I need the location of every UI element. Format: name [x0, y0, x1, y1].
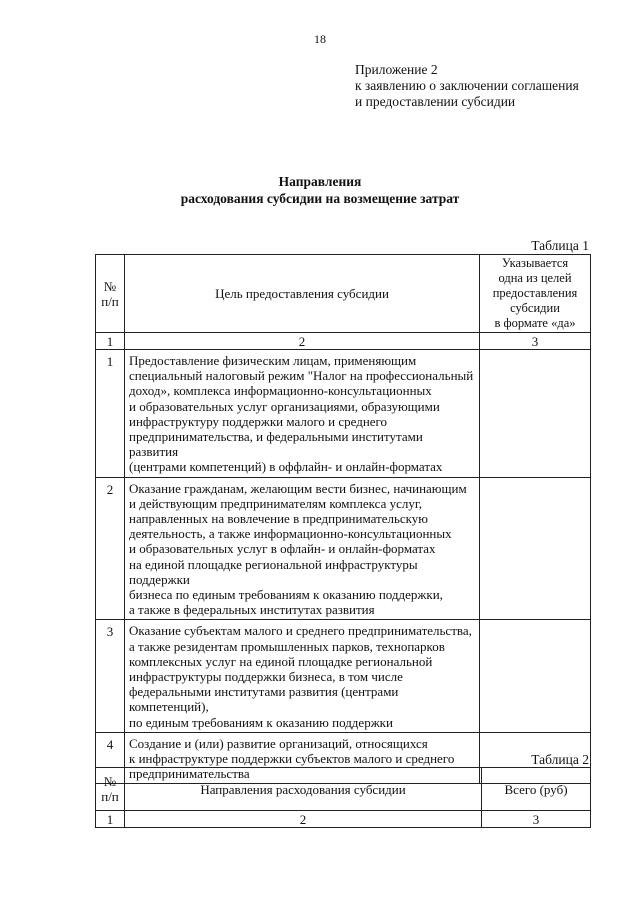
column-index-row — [96, 333, 591, 350]
column-index: 1 — [96, 333, 125, 350]
header-flag-line: предоставления — [492, 286, 578, 300]
goal-flag-cell[interactable] — [480, 477, 591, 620]
table-header-row — [96, 255, 591, 333]
header-direction: Направления расходования субсидии — [125, 768, 482, 811]
goal-line: инфраструктуру поддержки малого и среднего — [129, 413, 388, 429]
header-flag-line: одна из целей — [498, 271, 572, 285]
goal-line: доход», комплекса информационно-консультационных — [129, 383, 432, 399]
table2-label: Таблица 2 — [531, 752, 589, 767]
header-flag-line: субсидии — [510, 301, 560, 315]
title-line: расходования субсидии на возмещение затрат — [180, 191, 460, 206]
header-total: Всего (руб) — [482, 768, 591, 811]
column-index: 2 — [125, 811, 482, 828]
column-index: 3 — [480, 333, 591, 350]
goal-line: и действующим предпринимателям комплекса услуг, — [129, 495, 422, 511]
goal-line: и образовательных услуг организациями, образующими — [129, 398, 440, 414]
goal-line: и образовательных услуг в офлайн- и онлайн-форматах — [129, 541, 436, 557]
goal-line: Оказание гражданам, желающим вести бизнес, начинающим — [129, 480, 467, 496]
goal-line: Создание и (или) развитие организаций, относящихся — [129, 735, 428, 751]
spending-directions-table — [95, 767, 591, 828]
table-row — [96, 620, 591, 732]
goal-line: комплексных услуг на единой площадке региональной — [129, 653, 433, 669]
table1-label: Таблица 1 — [531, 238, 589, 253]
goal-line: направленных на вовлечение в предпринимательскую — [129, 511, 429, 527]
column-index: 1 — [96, 811, 125, 828]
column-index: 2 — [125, 333, 480, 350]
header-num — [96, 768, 125, 811]
goal-line: по единым требованиям к оказанию поддержки — [129, 714, 393, 730]
header-flag-line: в формате «да» — [494, 316, 576, 330]
goal-line: федеральными институтами развития (центрами компетенций), — [129, 684, 399, 715]
appendix-line: и предоставлении субсидии — [355, 94, 516, 109]
appendix-note — [355, 62, 579, 110]
appendix-line: к заявлению о заключении соглашения — [355, 78, 579, 93]
table-row — [96, 477, 591, 620]
goal-flag-cell[interactable] — [480, 350, 591, 478]
table-header-row — [96, 768, 591, 811]
header-goal: Цель предоставления субсидии — [125, 255, 480, 333]
goal-text — [125, 477, 480, 620]
header-num-line: № — [103, 774, 117, 789]
title-line: Направления — [278, 174, 362, 189]
page-number: 18 — [314, 32, 326, 46]
header-num-line: п/п — [101, 293, 119, 309]
goal-flag-cell[interactable] — [480, 620, 591, 732]
goal-line: Предоставление физическим лицам, применяющим — [129, 353, 417, 368]
goal-line: инфраструктуры поддержки бизнеса, в том числе — [129, 669, 403, 685]
document-title — [0, 173, 640, 207]
table-row — [96, 350, 591, 478]
row-number: 4 — [96, 732, 125, 784]
goal-line: а также в федеральных институтах развития — [129, 602, 375, 618]
goal-line: бизнеса по единым требованиям к оказанию поддержки, — [129, 587, 443, 603]
header-flag — [480, 255, 591, 333]
goal-line: специальный налоговый режим "Налог на профессиональный — [129, 368, 474, 384]
goal-text — [125, 620, 480, 732]
header-num-line: п/п — [101, 789, 119, 804]
goal-text — [125, 350, 480, 478]
row-number: 1 — [96, 350, 125, 478]
goal-line: на единой площадке региональной инфраструктуры поддержки — [129, 556, 418, 587]
goal-line: деятельность, а также информационно-консультационных — [129, 526, 452, 542]
row-number: 3 — [96, 620, 125, 732]
goal-line: предпринимательства, и федеральными институтами развития — [129, 429, 423, 460]
goal-line: Оказание субъектам малого и среднего предпринимательства, — [129, 623, 472, 639]
row-number: 2 — [96, 477, 125, 620]
header-flag-line: Указывается — [501, 256, 569, 270]
goal-line: к инфраструктуре поддержки субъектов малого и среднего — [129, 751, 455, 767]
goal-line: (центрами компетенций) в оффлайн- и онлайн-форматах — [129, 459, 443, 475]
header-num-line: № — [103, 278, 117, 294]
goal-line: а также резидентам промышленных парков, технопарков — [129, 638, 445, 654]
appendix-line: Приложение 2 — [355, 62, 438, 77]
goal-line: предпринимательства — [129, 766, 250, 782]
column-index-row — [96, 811, 591, 828]
column-index: 3 — [482, 811, 591, 828]
subsidy-goals-table — [95, 254, 591, 784]
header-num — [96, 255, 125, 333]
